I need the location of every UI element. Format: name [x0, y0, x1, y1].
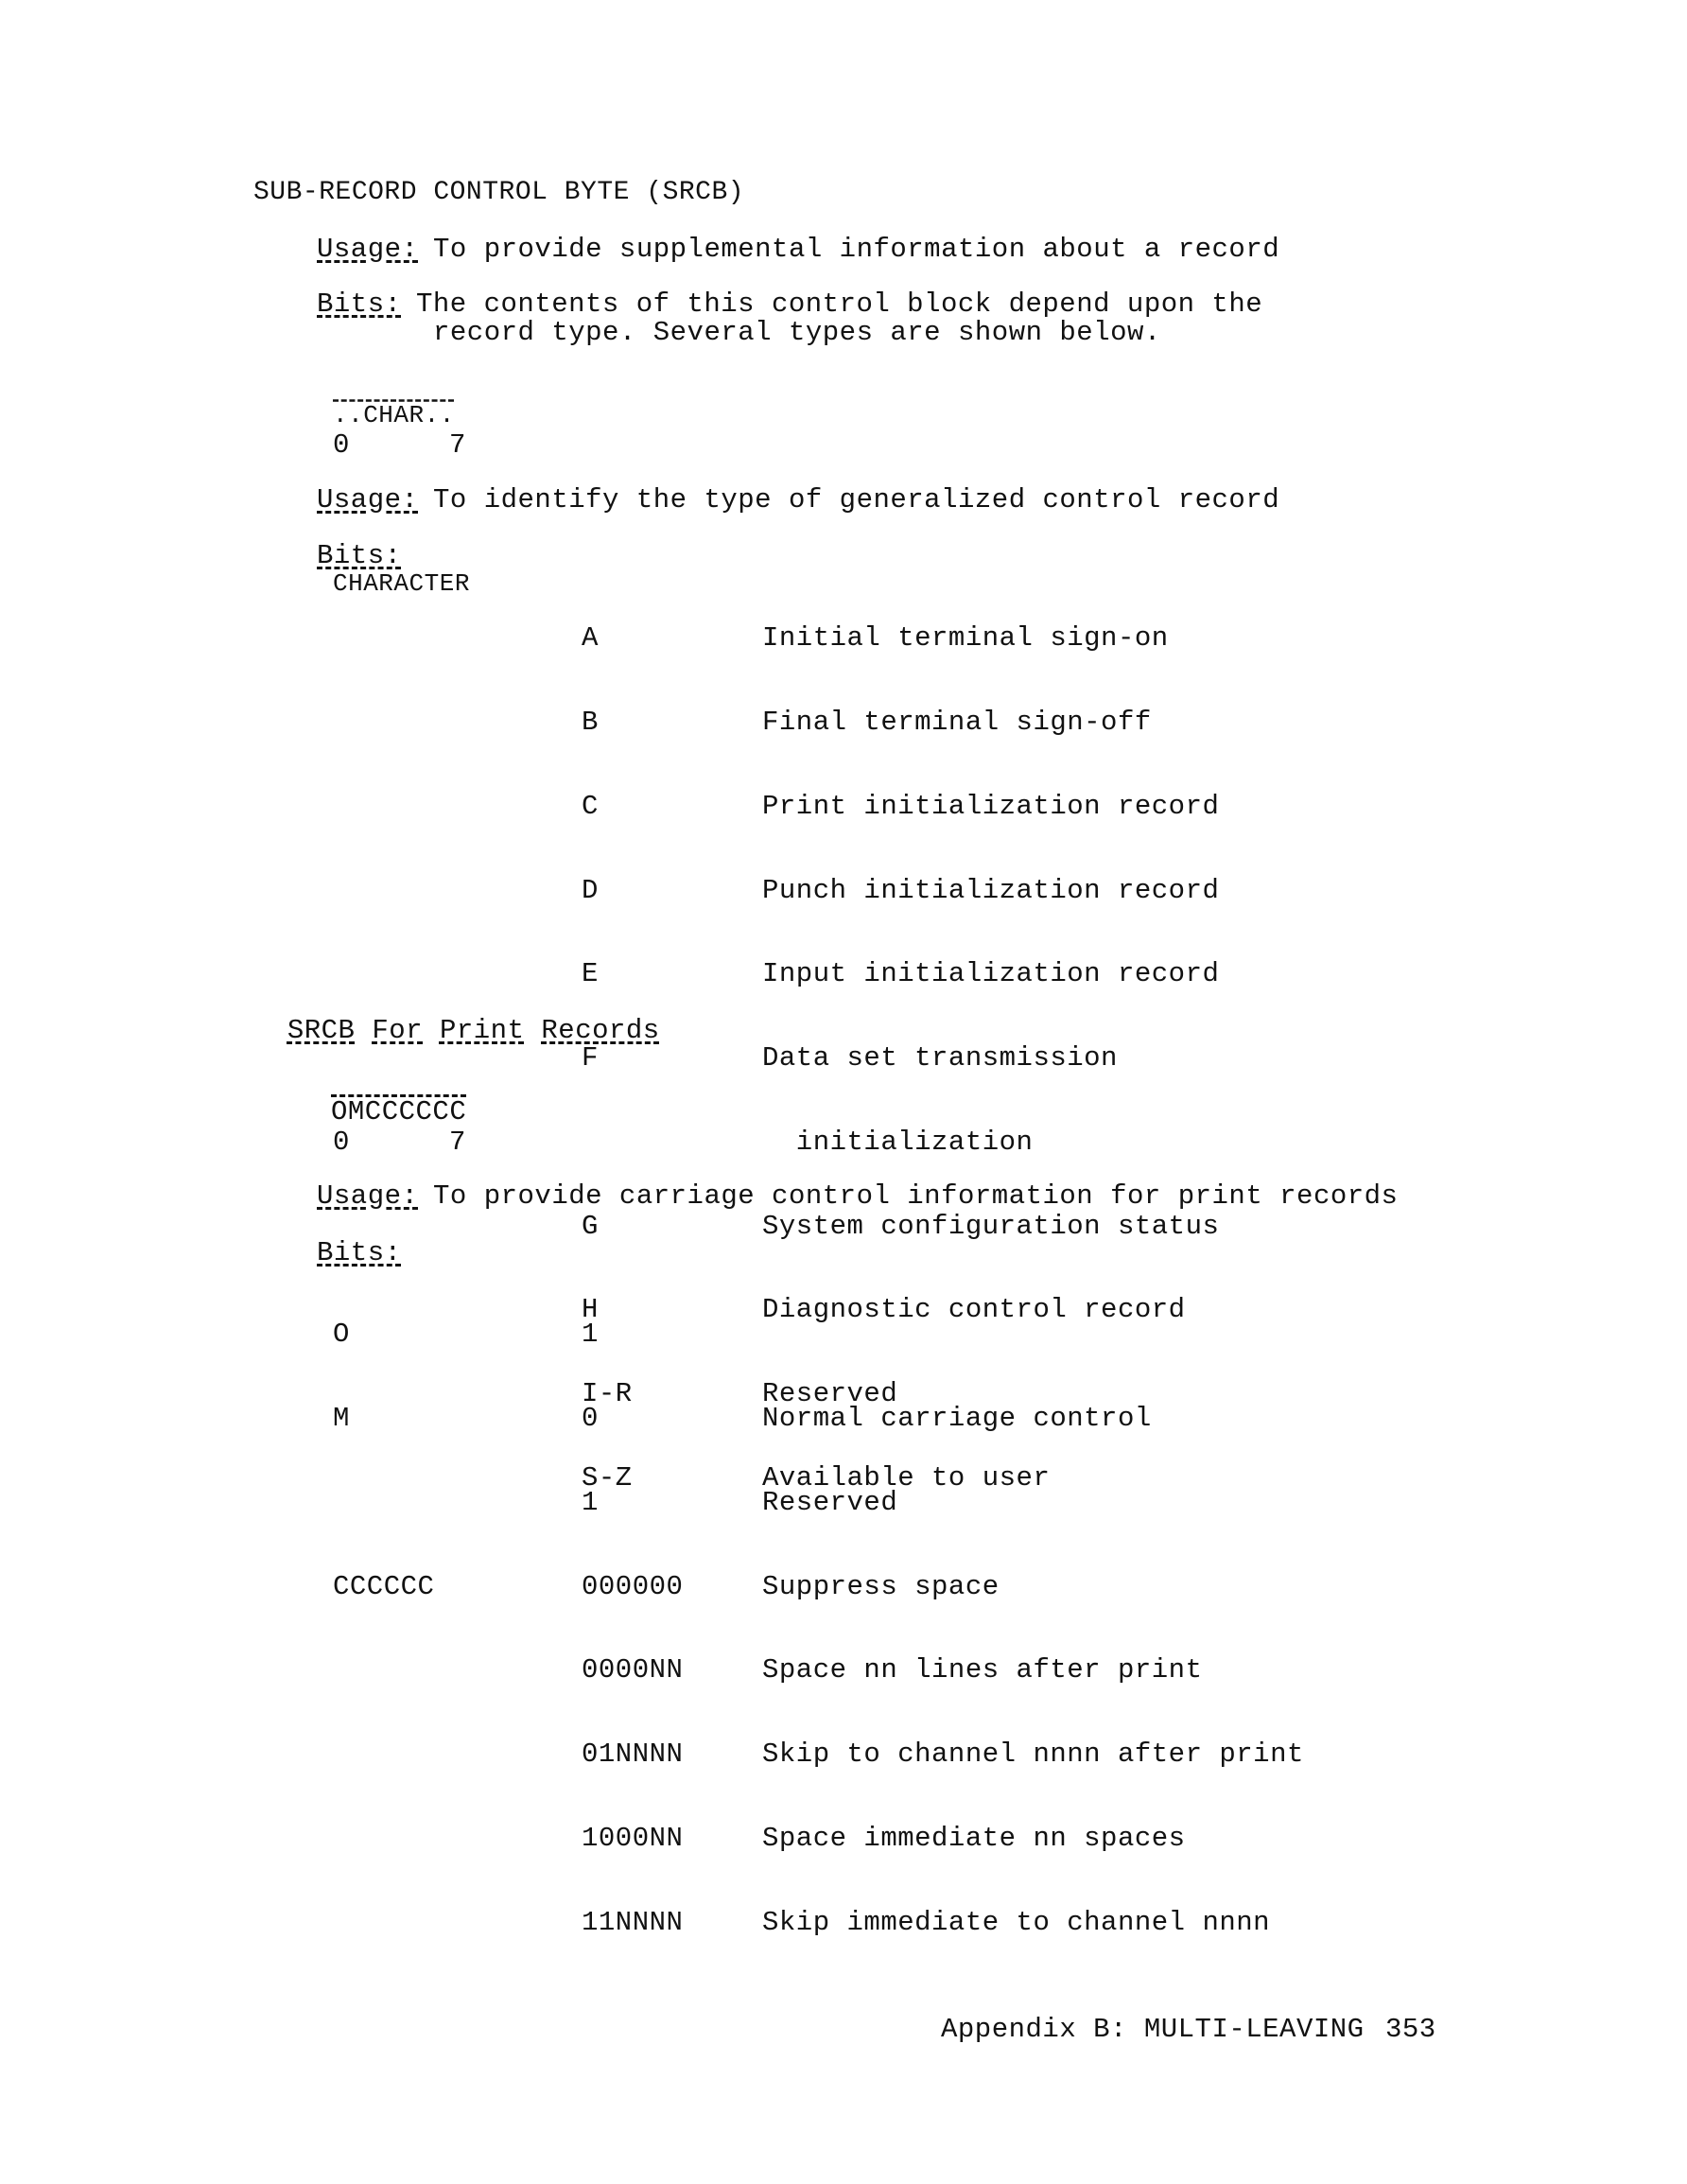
char-desc: Print initialization record — [762, 790, 1220, 822]
char-layout-label: ..CHAR.. — [333, 401, 455, 429]
char-desc: Punch initialization record — [762, 874, 1220, 906]
char-code — [582, 1128, 633, 1157]
char-desc: initialization — [762, 1126, 1034, 1158]
footer-text: Appendix B: MULTI-LEAVING — [941, 2014, 1365, 2045]
char-code: H — [582, 1294, 599, 1326]
char-field-label: CHARACTER — [333, 569, 470, 598]
char-code: S-Z — [582, 1462, 633, 1494]
char-bit-start: 0 — [333, 429, 350, 461]
print-code-column — [582, 1265, 683, 1965]
char-desc: Data set transmission — [762, 1042, 1118, 1075]
print-desc: Reserved — [762, 1486, 898, 1518]
char-code: B — [582, 706, 599, 738]
print-field-column — [333, 1265, 434, 1629]
print-title-word: SRCB — [287, 1015, 356, 1046]
print-code: 000000 — [582, 1570, 684, 1602]
print-code: 11NNNN — [582, 1906, 684, 1938]
print-desc: Skip immediate to channel nnnn — [762, 1906, 1271, 1938]
print-code: 1 — [582, 1319, 599, 1351]
char-code: F — [582, 1042, 599, 1075]
print-usage-text: To provide carriage control information for print records — [433, 1180, 1399, 1212]
char-desc: System configuration status — [762, 1210, 1220, 1242]
srcb-bits-label: Bits: — [317, 288, 402, 320]
print-code: 0 — [582, 1402, 599, 1434]
char-usage-text: To identify the type of generalized control record — [433, 484, 1280, 515]
print-title-word: Print — [439, 1015, 525, 1046]
print-desc: Skip to channel nnnn after print — [762, 1738, 1304, 1771]
print-desc — [762, 1320, 1304, 1349]
srcb-usage-label: Usage: — [317, 234, 419, 265]
print-section-title — [253, 986, 660, 1046]
char-code: D — [582, 874, 599, 906]
print-bits-label: Bits: — [317, 1237, 402, 1268]
char-bits-label: Bits: — [317, 540, 402, 571]
print-code: 01NNNN — [582, 1738, 684, 1771]
char-code: G — [582, 1210, 599, 1242]
print-desc: Suppress space — [762, 1570, 1000, 1602]
print-field: O — [333, 1319, 350, 1351]
char-code: E — [582, 958, 599, 990]
print-field: CCCCCC — [333, 1570, 435, 1602]
char-code: A — [582, 622, 599, 655]
print-code: 1000NN — [582, 1822, 684, 1854]
print-code: 1 — [582, 1486, 599, 1518]
char-code: I-R — [582, 1378, 633, 1410]
print-desc: Space immediate nn spaces — [762, 1822, 1186, 1854]
print-bit-start: 0 — [333, 1127, 350, 1158]
char-usage-label: Usage: — [317, 484, 419, 515]
print-desc: Normal carriage control — [762, 1402, 1152, 1434]
char-desc: Initial terminal sign-on — [762, 622, 1169, 655]
print-field — [333, 1489, 434, 1517]
char-desc: Final terminal sign-off — [762, 706, 1152, 738]
srcb-bits-text-2: record type. Several types are shown below. — [433, 317, 1161, 348]
print-desc-column — [762, 1265, 1304, 1965]
print-usage-label: Usage: — [317, 1180, 419, 1212]
print-field: M — [333, 1402, 350, 1434]
char-desc: Reserved — [762, 1378, 898, 1410]
section-title: SUB-RECORD CONTROL BYTE (SRCB) — [253, 178, 745, 207]
char-desc: Available to user — [762, 1462, 1051, 1494]
srcb-usage-text: To provide supplemental information about a record — [433, 234, 1280, 265]
print-bit-end: 7 — [449, 1127, 466, 1158]
print-code: 0000NN — [582, 1654, 684, 1686]
char-desc: Input initialization record — [762, 958, 1220, 990]
print-title-word: For — [372, 1015, 424, 1046]
print-layout-label: OMCCCCCC — [331, 1096, 467, 1127]
print-desc: Space nn lines after print — [762, 1654, 1203, 1686]
page-number: 353 — [1385, 2014, 1436, 2045]
srcb-bits-text-1: The contents of this control block depend upon the — [416, 288, 1263, 320]
char-desc: Diagnostic control record — [762, 1294, 1186, 1326]
char-bit-end: 7 — [449, 429, 466, 461]
print-title-word: Records — [541, 1015, 660, 1046]
char-code: C — [582, 790, 599, 822]
